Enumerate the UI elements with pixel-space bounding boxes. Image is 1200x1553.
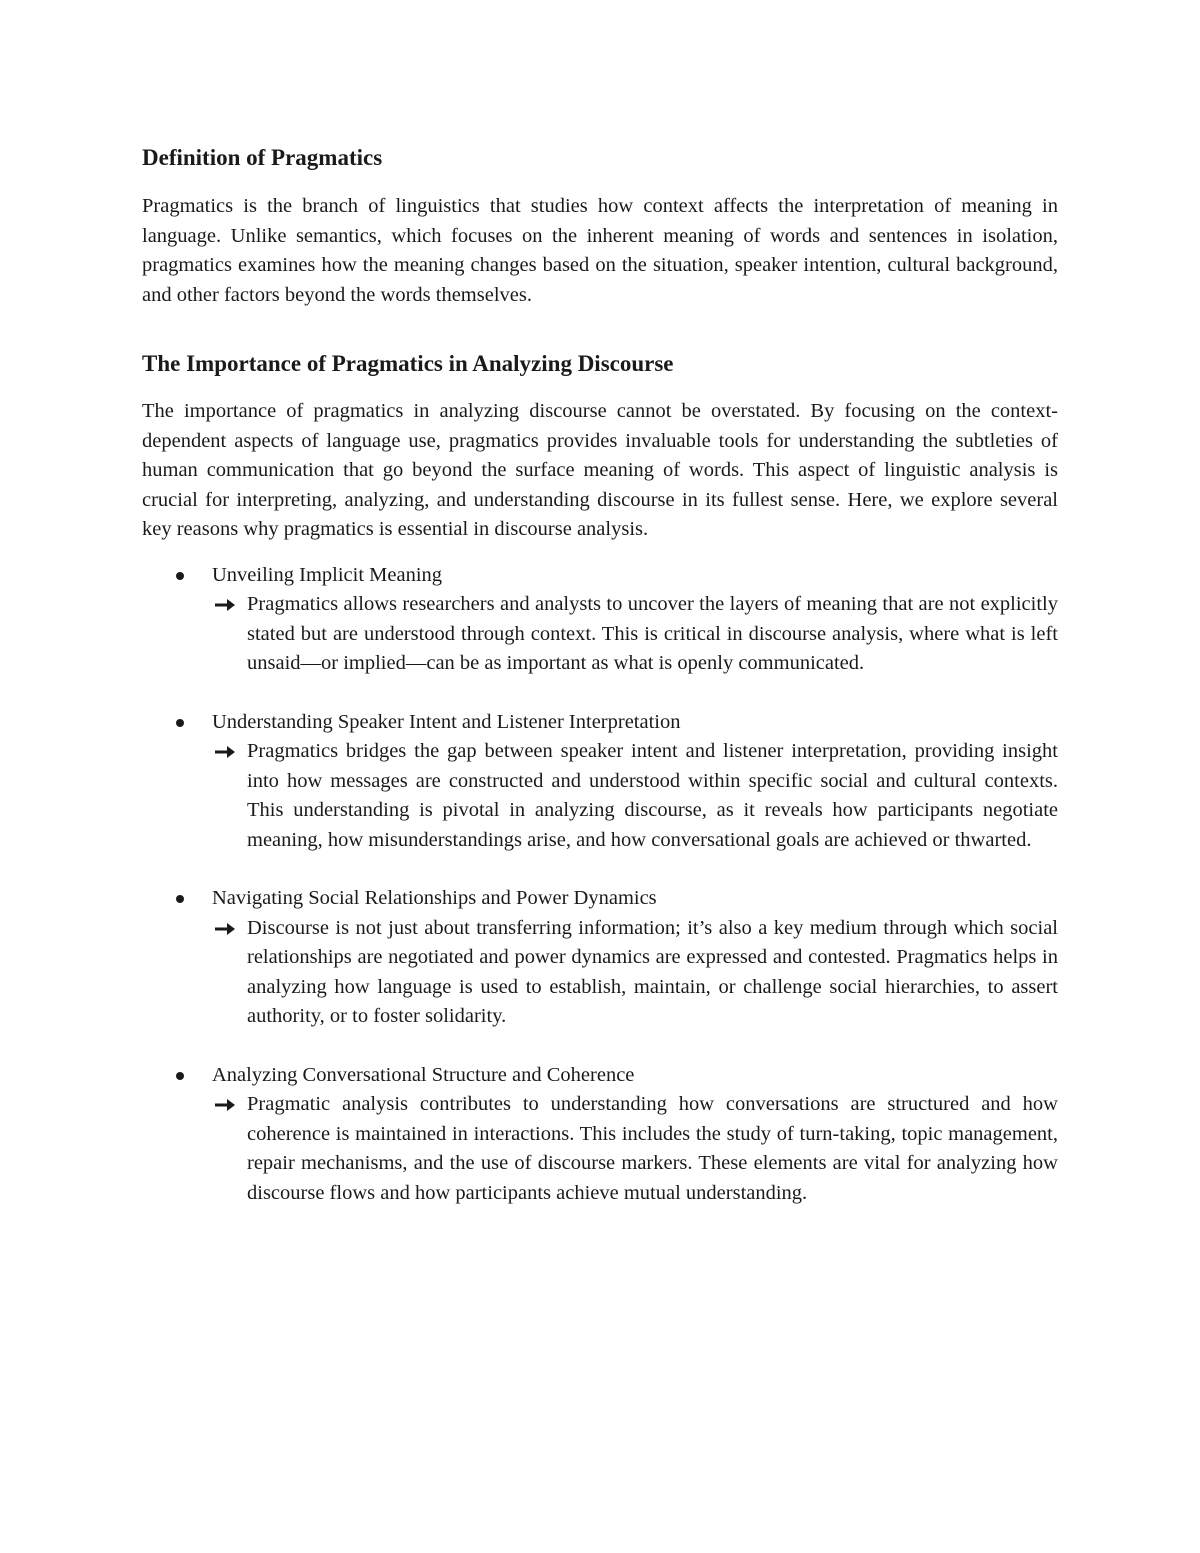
reason-description xyxy=(212,590,1058,679)
reason-title: Understanding Speaker Intent and Listener Interpretation xyxy=(212,710,681,733)
bullet-icon xyxy=(176,895,184,903)
reasons-list xyxy=(142,561,1058,1209)
arrow-right-icon xyxy=(214,590,240,620)
reason-description xyxy=(212,914,1058,1032)
reason-description xyxy=(212,737,1058,855)
importance-paragraph: The importance of pragmatics in analyzing discourse cannot be overstated. By focusing on the context-dependent aspects of language use, pragmatics provides invaluable tools for understanding the subtleties of human communication that go beyond the surface meaning of words. This aspect of linguistic analysis is crucial for interpreting, analyzing, and understanding discourse in its fullest sense. Here, we explore several key reasons why pragmatics is essential in discourse analysis. xyxy=(142,400,1058,540)
reason-title: Unveiling Implicit Meaning xyxy=(212,563,443,586)
reason-body-text: Pragmatics allows researchers and analysts to uncover the layers of meaning that are not explicitly stated but are understood through context. This is critical in discourse analysis, where what is left unsaid—or implied—can be as important as what is openly communicated. xyxy=(247,593,1058,674)
reason-description xyxy=(212,1090,1058,1208)
bullet-icon xyxy=(176,719,184,727)
reason-body-text: Pragmatic analysis contributes to understanding how conversations are structured and how coherence is maintained in interactions. This includes the study of turn-taking, topic management, repair mechanisms, and the use of discourse markers. These elements are vital for analyzing how discourse flows and how participants achieve mutual understanding. xyxy=(247,1093,1058,1204)
bullet-icon xyxy=(176,572,184,580)
arrow-right-icon xyxy=(214,1090,240,1120)
reason-body-text: Discourse is not just about transferring information; it’s also a key medium through which social relationships are negotiated and power dynamics are expressed and contested. Pragmatics helps in analyzing how language is used to establish, maintain, or challenge social hierarchies, to assert authority, or to foster solidarity. xyxy=(247,916,1058,1027)
definition-paragraph: Pragmatics is the branch of linguistics that studies how context affects the interpretation of meaning in language. Unlike semantics, which focuses on the inherent meaning of words and sentences in isolation, pragmatics examines how the meaning changes based on the situation, speaker intention, cultural background, and other factors beyond the words themselves. xyxy=(142,195,1058,306)
reason-title: Analyzing Conversational Structure and Coherence xyxy=(212,1063,635,1086)
reason-title: Navigating Social Relationships and Power Dynamics xyxy=(212,887,657,909)
importance-heading: The Importance of Pragmatics in Analyzing Discourse xyxy=(142,351,674,376)
bullet-icon xyxy=(176,1072,184,1080)
list-item xyxy=(142,884,1058,1032)
list-item xyxy=(142,708,1058,856)
reason-body-text: Pragmatics bridges the gap between speaker intent and listener interpretation, providing insight into how messages are constructed and understood within specific social and cultural contexts. This understanding is pivotal in analyzing discourse, as it reveals how participants negotiate meaning, how misunderstandings arise, and how conversational goals are achieved or thwarted. xyxy=(247,740,1058,851)
list-item xyxy=(142,561,1058,679)
list-item xyxy=(142,1061,1058,1209)
document-page xyxy=(142,140,1058,1237)
arrow-right-icon xyxy=(214,914,240,944)
arrow-right-icon xyxy=(214,737,240,767)
definition-heading: Definition of Pragmatics xyxy=(142,145,383,170)
